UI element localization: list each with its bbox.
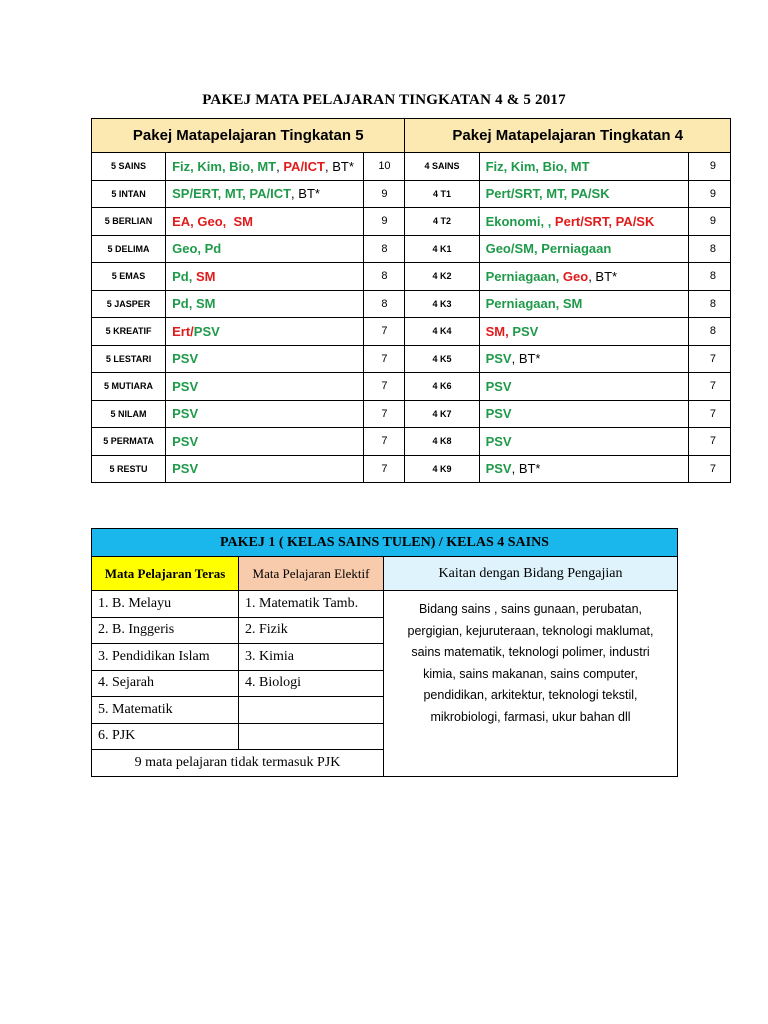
subject-text: , BT*: [511, 461, 541, 477]
subject-text: Geo: [562, 268, 589, 284]
subject-count-t5: 7: [364, 455, 405, 483]
subjects-t5: [166, 318, 364, 346]
subject-count-t4: 8: [688, 290, 730, 318]
class-name-t5: 5 RESTU: [92, 455, 166, 483]
class-name-t5: 5 EMAS: [92, 263, 166, 291]
table-row: [92, 591, 678, 618]
elective-subject: [239, 697, 384, 724]
subject-text: SM: [195, 268, 216, 284]
table-row: [92, 318, 731, 346]
subject-text: , BT*: [291, 186, 320, 202]
class-name-t5: 5 DELIMA: [92, 235, 166, 263]
subject-text: PSV: [485, 351, 512, 367]
subject-text: PSV: [193, 323, 220, 339]
subject-count-t4: 9: [688, 153, 730, 181]
core-subject: 2. B. Inggeris: [92, 617, 239, 644]
subject-text: PSV: [512, 323, 539, 339]
subjects-t5: [166, 153, 364, 181]
subject-count-t5: 7: [364, 428, 405, 456]
subject-count-t5: 7: [364, 318, 405, 346]
subject-count-t5: 9: [364, 180, 405, 208]
description-line: pendidikan, arkitektur, teknologi tekstil,: [423, 688, 638, 702]
class-name-t5: 5 LESTARI: [92, 345, 166, 373]
subject-count-t5: 8: [364, 235, 405, 263]
subject-text: Fiz, Kim, Bio, MT: [485, 158, 590, 174]
class-name-t4: 4 K7: [405, 400, 479, 428]
subject-text: , BT*: [325, 158, 354, 174]
subject-text: PSV: [485, 406, 512, 422]
subject-text: PSV: [485, 461, 512, 477]
subject-text: PSV: [172, 351, 199, 367]
class-name-t4: 4 K1: [405, 235, 479, 263]
subjects-t5: [166, 455, 364, 483]
subjects-t4: [479, 428, 688, 456]
class-name-t5: 5 SAINS: [92, 153, 166, 181]
subject-text: Perniagaan,: [485, 268, 563, 284]
subject-count-t4: 7: [688, 400, 730, 428]
class-name-t5: 5 MUTIARA: [92, 373, 166, 401]
subject-count-t4: 8: [688, 318, 730, 346]
subjects-t4: [479, 208, 688, 236]
subjects-t5: [166, 428, 364, 456]
table-row: [92, 290, 731, 318]
table-row: [92, 373, 731, 401]
table-row: [92, 180, 731, 208]
subject-text: PSV: [172, 406, 199, 422]
subjects-t4: [479, 400, 688, 428]
subject-count-note: 9 mata pelajaran tidak termasuk PJK: [92, 750, 384, 777]
subject-count-t5: 10: [364, 153, 405, 181]
subjects-t5: [166, 263, 364, 291]
subject-count-t4: 7: [688, 428, 730, 456]
description-line: sains matematik, teknologi polimer, industri: [411, 645, 650, 659]
subject-count-t5: 7: [364, 373, 405, 401]
table-row: [92, 455, 731, 483]
subject-text: , BT*: [588, 268, 618, 284]
class-name-t4: 4 K5: [405, 345, 479, 373]
subjects-t4: [479, 235, 688, 263]
class-name-t4: 4 K2: [405, 263, 479, 291]
class-name-t4: 4 K4: [405, 318, 479, 346]
class-name-t5: 5 PERMATA: [92, 428, 166, 456]
elective-subject: 2. Fizik: [239, 617, 384, 644]
subjects-t5: [166, 400, 364, 428]
subject-text: Perniagaan, SM: [485, 296, 583, 312]
package-1-caption: PAKEJ 1 ( KELAS SAINS TULEN) / KELAS 4 SAINS: [92, 529, 678, 557]
subjects-t5: [166, 345, 364, 373]
subject-text: Ekonomi, ,: [485, 213, 555, 229]
subjects-t4: [479, 180, 688, 208]
class-name-t4: 4 SAINS: [405, 153, 479, 181]
subject-count-t5: 8: [364, 290, 405, 318]
class-name-t5: 5 KREATIF: [92, 318, 166, 346]
subject-text: PSV: [485, 378, 512, 394]
subjects-t4: [479, 318, 688, 346]
subject-text: SP/ERT, MT, PA/ICT: [172, 186, 292, 202]
core-subject: 6. PJK: [92, 723, 239, 750]
subjects-t5: [166, 235, 364, 263]
subjects-t5: [166, 180, 364, 208]
subjects-t5: [166, 290, 364, 318]
subjects-t5: [166, 208, 364, 236]
core-subject: 4. Sejarah: [92, 670, 239, 697]
subject-count-t4: 9: [688, 180, 730, 208]
subject-count-t4: 8: [688, 235, 730, 263]
subject-text: PSV: [172, 378, 199, 394]
description-line: Bidang sains , sains gunaan, perubatan,: [418, 602, 643, 616]
subjects-t4: [479, 263, 688, 291]
class-name-t5: 5 INTAN: [92, 180, 166, 208]
table-row: [92, 400, 731, 428]
core-subject: 1. B. Melayu: [92, 591, 239, 618]
table-row: [92, 208, 731, 236]
subject-text: PSV: [485, 433, 512, 449]
header-tingkatan-4: Pakej Matapelajaran Tingkatan 4: [405, 119, 731, 153]
class-name-t4: 4 K3: [405, 290, 479, 318]
page-title: PAKEJ MATA PELAJARAN TINGKATAN 4 & 5 2017: [202, 92, 566, 108]
subject-text: Pert/SRT, PA/SK: [554, 213, 655, 229]
elective-subject: 3. Kimia: [239, 644, 384, 671]
class-name-t4: 4 T2: [405, 208, 479, 236]
subject-count-t4: 9: [688, 208, 730, 236]
class-name-t4: 4 K9: [405, 455, 479, 483]
class-name-t4: 4 K8: [405, 428, 479, 456]
subject-count-t5: 7: [364, 400, 405, 428]
field-relation-header: Kaitan dengan Bidang Pengajian: [384, 557, 678, 591]
elective-subject: 4. Biologi: [239, 670, 384, 697]
subject-count-t5: 8: [364, 263, 405, 291]
table-row: [92, 153, 731, 181]
class-name-t5: 5 BERLIAN: [92, 208, 166, 236]
subject-text: Ert/: [172, 323, 194, 339]
subject-text: Pert/SRT, MT, PA/SK: [485, 186, 610, 202]
core-subject: 5. Matematik: [92, 697, 239, 724]
class-name-t4: 4 K6: [405, 373, 479, 401]
subjects-t4: [479, 153, 688, 181]
header-tingkatan-5: Pakej Matapelajaran Tingkatan 5: [92, 119, 405, 153]
description-line: kimia, sains makanan, sains computer,: [423, 666, 638, 681]
elective-subject: [239, 723, 384, 750]
table-row: [92, 263, 731, 291]
subject-text: Fiz, Kim, Bio, MT: [172, 158, 277, 174]
subjects-t4: [479, 455, 688, 483]
subject-text: SM,: [485, 323, 513, 339]
subject-count-t5: 9: [364, 208, 405, 236]
subjects-t4: [479, 345, 688, 373]
subject-text: PA/ICT: [283, 158, 325, 174]
subject-count-t4: 7: [688, 373, 730, 401]
table-row: [92, 428, 731, 456]
subject-text: EA, Geo, SM: [172, 213, 254, 229]
subject-count-t4: 7: [688, 455, 730, 483]
subject-text: PSV: [172, 433, 199, 449]
subject-count-t4: 7: [688, 345, 730, 373]
package-1-table: [91, 528, 678, 777]
class-name-t5: 5 JASPER: [92, 290, 166, 318]
subject-text: PSV: [172, 461, 199, 477]
class-name-t5: 5 NILAM: [92, 400, 166, 428]
core-subject: 3. Pendidikan Islam: [92, 644, 239, 671]
subjects-t5: [166, 373, 364, 401]
description-line: mikrobiologi, farmasi, ukur bahan dll: [430, 709, 631, 724]
subject-count-t5: 7: [364, 345, 405, 373]
description-line: pergigian, kejuruteraan, teknologi maklumat,: [407, 623, 654, 638]
elective-subject: 1. Matematik Tamb.: [239, 591, 384, 618]
subject-text: Geo/SM, Perniagaan: [485, 241, 612, 257]
class-name-t4: 4 T1: [405, 180, 479, 208]
subject-text: ,: [276, 158, 284, 174]
package-table-t4-t5: [91, 118, 731, 483]
subject-text: Geo, Pd: [172, 241, 222, 257]
table-row: [92, 345, 731, 373]
field-relation-description: [384, 591, 678, 777]
table-row: [92, 235, 731, 263]
subject-text: , BT*: [511, 351, 541, 367]
subject-count-t4: 8: [688, 263, 730, 291]
subject-text: Pd,: [172, 268, 196, 284]
elective-subjects-header: Mata Pelajaran Elektif: [239, 557, 384, 591]
subject-text: Pd, SM: [172, 296, 216, 312]
subjects-t4: [479, 290, 688, 318]
subjects-t4: [479, 373, 688, 401]
core-subjects-header: Mata Pelajaran Teras: [92, 557, 239, 591]
